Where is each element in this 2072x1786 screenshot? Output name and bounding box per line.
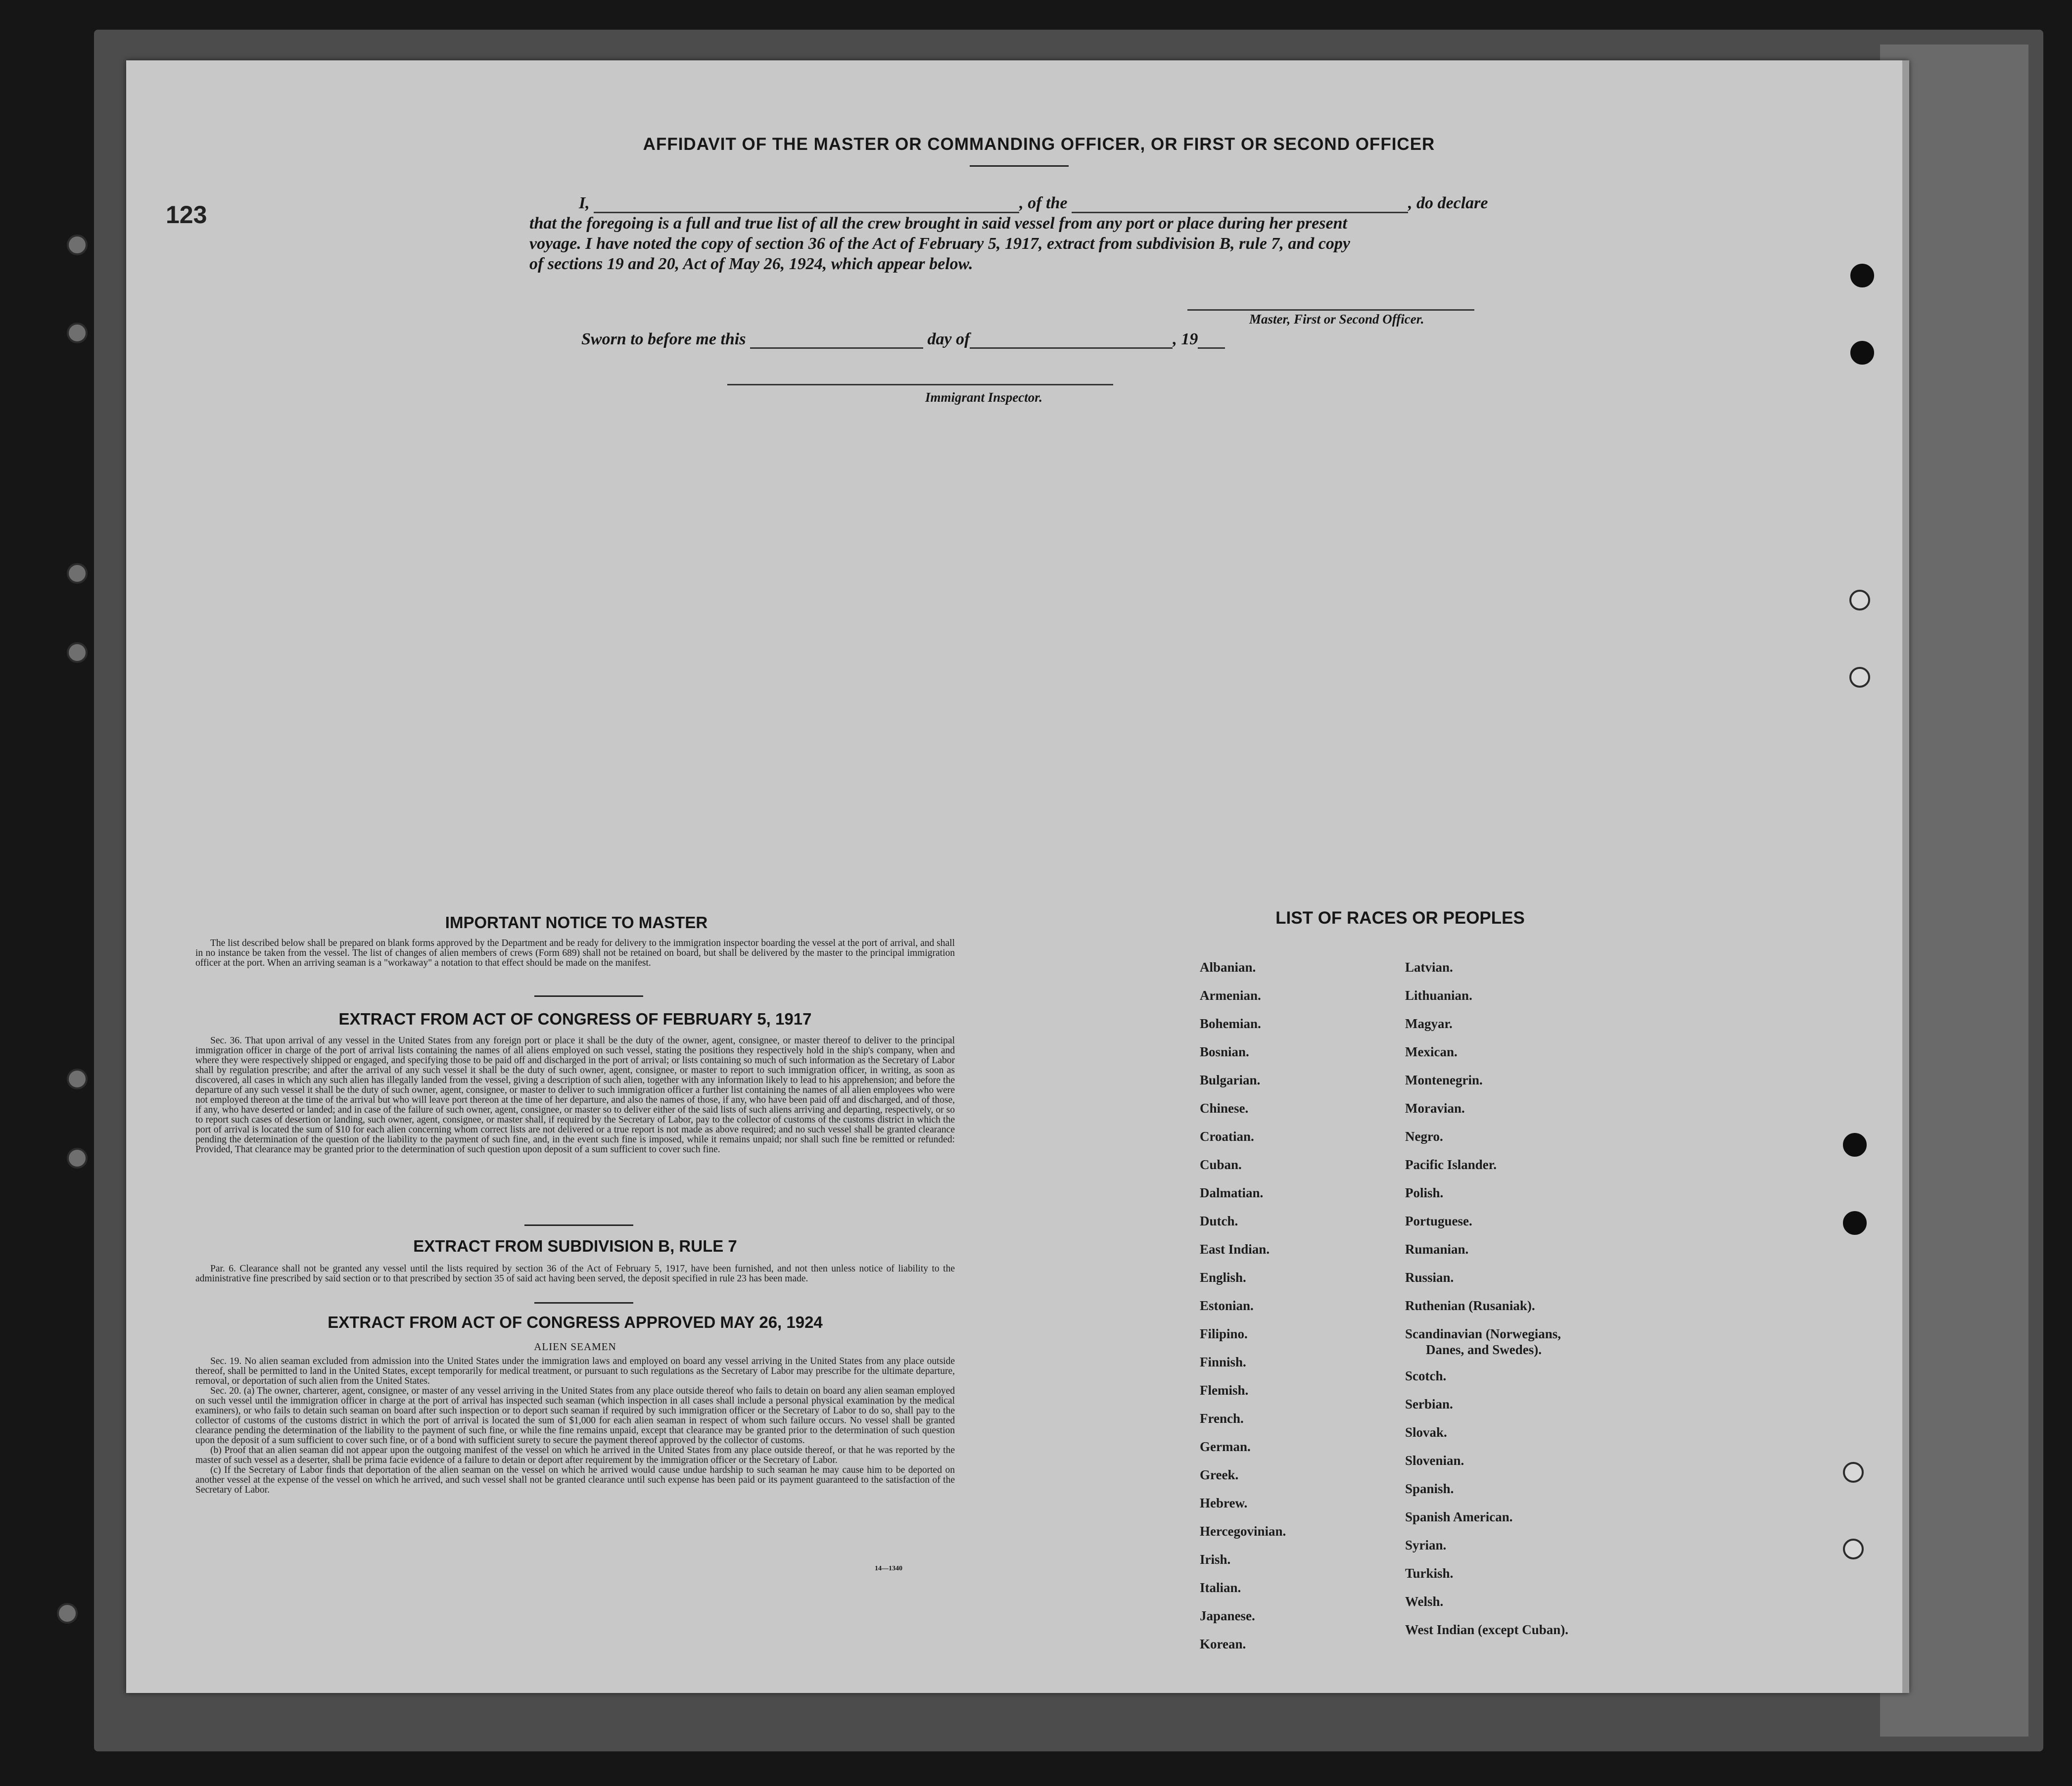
binding-hole — [67, 1069, 88, 1089]
race-item: Japanese. — [1200, 1608, 1255, 1623]
extract-1917-text: Sec. 36. That upon arrival of any vessel in the United States from any foreign port or place it shall be the duty of the owner, agent, consignee, or master thereof to deliver to the principal immigration officer in charge of the port of arrival lists containing the names of all aliens employed on such vessel, stating the positions they respectively hold in the ship's company, when and where they were respectively shipped or engaged, and specifying those to be paid off and discharged in the port of arrival; or lists containing so much of such information as the Secretary of Labor shall by regulation prescribe; and after the arrival of any such vessel it shall be the duty of such owner, agent, consignee, or master to report to such immigration officer, in writing, as soon as discovered, all cases in which any such alien has illegally landed from the vessel, giving a description of such alien, together with any information likely to lead to his apprehension; and before the departure of any such vessel it shall be the duty of such owner, agent, consignee, or master to deliver to such immigration officer a further list containing the names of all alien employees who were not employed thereon at the time of the arrival but who will leave port thereon at the time of her departure, and also the names of those, if any, who have been paid off and discharged, and of those, if any, who have deserted or landed; and in case of the failure of such owner, agent, consignee, or master so to deliver either of the said lists of such aliens arriving and departing, respectively, or so to report such cases of desertion or landing, such owner, agent, consignee, or master shall, if required by the Secretary of Labor, pay to the collector of customs of the customs district in which the port of arrival is located the sum of $10 for each alien concerning whom correct lists are not delivered or a true report is not made as above required; and no such vessel shall be granted clearance pending the determination of the question of the liability to the payment of such fine, and, in the event such fine is imposed, while it remains unpaid; nor shall such fine be remitted or refunded: Provided, That clearance may be granted prior to the determination of such question upon deposit of a sum sufficient to cover such fine. — [195, 1035, 955, 1155]
race-item: Chinese. — [1200, 1101, 1249, 1116]
race-item: Lithuanian. — [1405, 988, 1472, 1003]
race-item: Bosnian. — [1200, 1044, 1249, 1059]
form-number: 14—1340 — [875, 1565, 902, 1572]
race-item: Montenegrin. — [1405, 1073, 1483, 1087]
master-signature-line — [1187, 309, 1474, 311]
binding-hole — [67, 323, 88, 343]
race-item: English. — [1200, 1270, 1246, 1285]
affidavit-title: AFFIDAVIT OF THE MASTER OR COMMANDING OFFICER, OR FIRST OR SECOND OFFICER — [643, 135, 1435, 154]
race-item: Hebrew. — [1200, 1496, 1248, 1510]
race-item: Spanish American. — [1405, 1509, 1513, 1524]
race-item: Italian. — [1200, 1580, 1241, 1595]
margin-handwritten-mark: 123 — [166, 201, 207, 229]
sec-20b-text: (b) Proof that an alien seaman did not appear upon the outgoing manifest of the vessel on which he arrived in the United States from any place outside thereof, or that he was reported by the master of such vessel as a deserter, shall be prima facie evidence of a failure to detain or deport after requirement by the immigration officer or the Secretary of Labor. — [195, 1445, 955, 1465]
race-item: Bulgarian. — [1200, 1073, 1261, 1087]
binding-hole — [1843, 1539, 1864, 1559]
race-item: Flemish. — [1200, 1383, 1249, 1398]
sec-19-text: Sec. 19. No alien seaman excluded from admission into the United States under the immigration laws and employed on board any vessel arriving in the United States from any place outside thereof, shall be permitted to land in the United States, except temporarily for medical treatment, or pursuant to such regulations as the Secretary of Labor may prescribe for the ultimate departure, removal, or deportation of such alien from the United States. — [195, 1356, 955, 1386]
race-item: Finnish. — [1200, 1355, 1246, 1369]
day-blank — [750, 347, 923, 349]
notice-title: IMPORTANT NOTICE TO MASTER — [445, 913, 708, 932]
race-item: Turkish. — [1405, 1566, 1454, 1581]
race-item: Filipino. — [1200, 1326, 1248, 1341]
race-item: Negro. — [1405, 1129, 1443, 1144]
sec-20a-text: Sec. 20. (a) The owner, charterer, agent, consignee, or master of any vessel arriving in the United States from any place outside thereof who fails to detain on board any alien seaman employed on such vessel until the immigration officer in charge at the port of arrival has inspected such seaman (which inspection in all cases shall include a personal physical examination by the medical examiners), or who fails to detain such seaman on board after such inspection or to deport such seaman if required by such immigration officer or the Secretary of Labor to do so, shall pay to the collector of customs of the customs district in which the port of arrival is located the sum of $1,000 for each alien seaman in respect of whom such failure occurs. No vessel shall be granted clearance pending the determination of the liability to the payment of such fine, or while the fine remains unpaid, except that clearance may be granted prior to the determination of such question upon the deposit of a sum sufficient to cover such fine, or of a bond with sufficient surety to secure the payment thereof approved by the collector of customs. — [195, 1386, 955, 1446]
race-item: Ruthenian (Rusaniak). — [1405, 1298, 1535, 1313]
race-item: Danes, and Swedes). — [1426, 1342, 1542, 1357]
race-item: East Indian. — [1200, 1242, 1270, 1257]
race-item: Slovenian. — [1405, 1453, 1464, 1468]
race-item: Serbian. — [1405, 1397, 1453, 1411]
sworn-line: Sworn to before me this day of , 19 — [581, 330, 1225, 349]
race-item: Cuban. — [1200, 1157, 1242, 1172]
extract-rule7-title: EXTRACT FROM SUBDIVISION B, RULE 7 — [413, 1237, 737, 1255]
extract-1924-title: EXTRACT FROM ACT OF CONGRESS APPROVED MAY 26, 1924 — [328, 1313, 823, 1331]
race-item: Portuguese. — [1405, 1214, 1472, 1228]
race-item: Scotch. — [1405, 1368, 1447, 1383]
binding-hole — [57, 1603, 78, 1624]
race-item: Irish. — [1200, 1552, 1231, 1567]
race-item: Korean. — [1200, 1637, 1246, 1651]
notice-text: The list described below shall be prepared on blank forms approved by the Department and be ready for delivery to the immigration inspector boarding the vessel at the port of arrival, and shall in no instance be taken from the vessel. The list of changes of alien members of crews (Form 689) shall not be retained on board, but shall be delivered by the master to the principal immigration officer at the port. When an arriving seaman is a "workaway" a notation to that effect should be made on the manifest. — [195, 938, 955, 968]
binding-hole — [1843, 1211, 1867, 1235]
binding-hole — [1850, 264, 1874, 287]
race-item: Bohemian. — [1200, 1016, 1261, 1031]
binding-hole — [1843, 1133, 1867, 1157]
race-item: Estonian. — [1200, 1298, 1254, 1313]
binding-hole — [67, 563, 88, 584]
divider — [534, 1302, 633, 1304]
race-item: Latvian. — [1405, 960, 1453, 975]
race-item: Moravian. — [1405, 1101, 1465, 1116]
binding-hole — [67, 642, 88, 663]
race-item: Spanish. — [1405, 1481, 1454, 1496]
year-blank — [1198, 347, 1225, 349]
affidavit-line-3: voyage. I have noted the copy of section 36 of the Act of February 5, 1917, extract from subdivision B, rule 7, and copy — [529, 235, 1350, 253]
sec-20c-text: (c) If the Secretary of Labor finds that deportation of the alien seaman on the vessel on which he arrived would cause undue hardship to such seaman he may cause him to be deported on another vessel at the expense of the vessel on which he arrived, and such vessel shall not be granted clearance until such expense has been paid or its payment guaranteed to the satisfaction of the Secretary of Labor. — [195, 1465, 955, 1495]
inspector-signature-label: Immigrant Inspector. — [925, 390, 1043, 405]
race-item: German. — [1200, 1439, 1251, 1454]
inspector-signature-line — [727, 384, 1113, 385]
binding-hole — [1850, 341, 1874, 365]
affidavit-body — [529, 193, 1509, 274]
race-item: Dutch. — [1200, 1214, 1238, 1228]
extract-1924-text — [195, 1357, 955, 1495]
race-item: Armenian. — [1200, 988, 1261, 1003]
binding-hole — [1849, 590, 1870, 611]
race-item: West Indian (except Cuban). — [1405, 1622, 1569, 1637]
race-item: Albanian. — [1200, 960, 1256, 975]
divider — [970, 165, 1069, 167]
month-blank — [970, 347, 1173, 349]
race-item: Mexican. — [1405, 1044, 1458, 1059]
affidavit-line-1: I, , of the , do declare — [579, 194, 1488, 212]
extract-1917-title: EXTRACT FROM ACT OF CONGRESS OF FEBRUARY 5, 1917 — [338, 1010, 812, 1028]
race-item: Scandinavian (Norwegians, — [1405, 1326, 1561, 1341]
race-item: Rumanian. — [1405, 1242, 1469, 1257]
race-item: Slovak. — [1405, 1425, 1447, 1440]
races-list-title: LIST OF RACES OR PEOPLES — [1275, 908, 1525, 928]
divider — [524, 1224, 633, 1226]
race-item: Russian. — [1405, 1270, 1454, 1285]
extract-rule7-text: Par. 6. Clearance shall not be granted any vessel until the lists required by section 36 of the Act of February 5, 1917, have been furnished, and not then unless notice of liability to the administrative fine prescribed by said section or to that prescribed by section 35 of said act having been served, the deposit specified in rule 23 has been made. — [195, 1264, 955, 1284]
race-item: Croatian. — [1200, 1129, 1254, 1144]
affidavit-line-2: that the foregoing is a full and true list of all the crew brought in said vessel from any port or place during her present — [529, 214, 1347, 233]
master-signature-label: Master, First or Second Officer. — [1249, 312, 1424, 327]
alien-seamen-heading: ALIEN SEAMEN — [534, 1341, 616, 1353]
race-item: Syrian. — [1405, 1538, 1447, 1552]
binding-hole — [1849, 667, 1870, 688]
race-item: French. — [1200, 1411, 1244, 1426]
race-item: Polish. — [1405, 1185, 1444, 1200]
binding-hole — [1843, 1462, 1864, 1483]
race-item: Hercegovinian. — [1200, 1524, 1286, 1539]
race-item: Pacific Islander. — [1405, 1157, 1497, 1172]
affidavit-line-4: of sections 19 and 20, Act of May 26, 1924, which appear below. — [529, 255, 973, 273]
race-item: Dalmatian. — [1200, 1185, 1264, 1200]
race-item: Greek. — [1200, 1467, 1239, 1482]
binding-hole — [67, 1148, 88, 1169]
binding-hole — [67, 235, 88, 255]
race-item: Welsh. — [1405, 1594, 1444, 1609]
race-item: Magyar. — [1405, 1016, 1453, 1031]
divider — [534, 995, 643, 997]
